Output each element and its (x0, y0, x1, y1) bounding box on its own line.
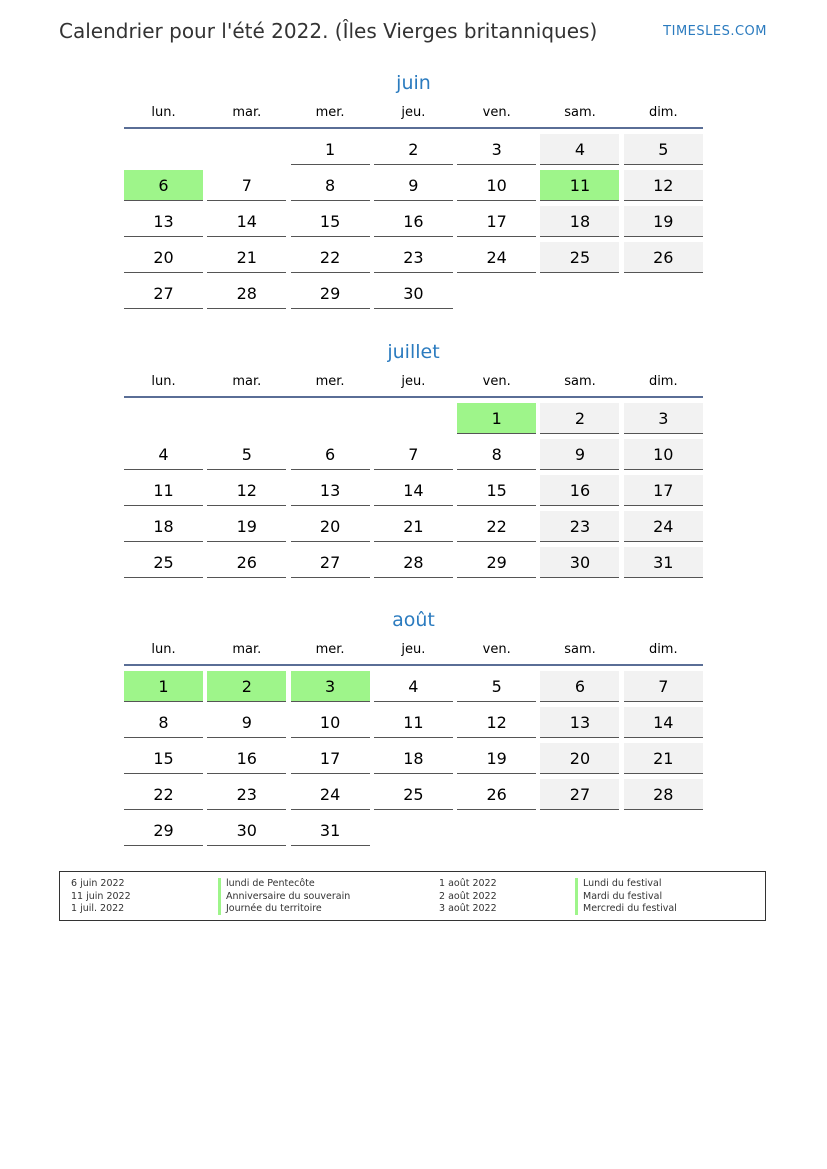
day-cell: 11 (374, 707, 453, 738)
day-cell: 2 (540, 403, 619, 434)
legend-dates-right (439, 878, 497, 916)
day-cell: 21 (624, 743, 703, 774)
day-cell: 29 (291, 278, 370, 309)
empty-cell (207, 134, 286, 165)
weekday-label: lun. (151, 374, 176, 389)
weekday-label: mer. (315, 374, 345, 389)
day-cell: 27 (540, 779, 619, 810)
day-cell: 9 (207, 707, 286, 738)
weekday-label: mar. (232, 374, 262, 389)
day-cell: 19 (207, 511, 286, 542)
legend-names-left (226, 878, 350, 916)
day-cell: 17 (457, 206, 536, 237)
weekday-header (124, 102, 703, 124)
day-cell: 10 (457, 170, 536, 201)
weekday-label: lun. (151, 105, 176, 120)
holiday-day-cell: 6 (124, 170, 203, 201)
day-cell: 19 (624, 206, 703, 237)
legend-date: 1 juil. 2022 (71, 903, 125, 914)
legend-holiday-name: Anniversaire du souverain (226, 890, 351, 902)
weekday-label: dim. (648, 105, 678, 120)
site-brand-link[interactable]: TIMESLES.COM (663, 24, 767, 39)
weekday-label: sam. (564, 642, 596, 657)
day-cell: 22 (457, 511, 536, 542)
day-cell: 5 (457, 671, 536, 702)
legend-date: 3 août 2022 (439, 903, 497, 914)
day-cell: 9 (374, 170, 453, 201)
legend-holiday-name: Mardi du festival (583, 890, 663, 902)
day-cell: 28 (207, 278, 286, 309)
day-cell: 5 (624, 134, 703, 165)
header-divider (124, 664, 703, 666)
legend-date: 11 juin 2022 (71, 890, 131, 902)
day-cell: 23 (374, 242, 453, 273)
weekday-label: ven. (482, 374, 511, 389)
day-cell: 20 (124, 242, 203, 273)
weekday-label: jeu. (401, 642, 426, 657)
day-cell: 12 (457, 707, 536, 738)
day-cell: 7 (374, 439, 453, 470)
day-cell: 19 (457, 743, 536, 774)
day-cell: 29 (124, 815, 203, 846)
month-name: juillet (387, 341, 440, 363)
day-cell: 25 (124, 547, 203, 578)
weekday-label: mar. (232, 642, 262, 657)
month-block-august (124, 606, 703, 846)
day-cell: 13 (124, 206, 203, 237)
weekday-label: dim. (648, 642, 678, 657)
day-cell: 13 (540, 707, 619, 738)
weekday-label: dim. (648, 374, 678, 389)
holiday-day-cell: 1 (457, 403, 536, 434)
day-cell: 30 (207, 815, 286, 846)
day-cell: 12 (207, 475, 286, 506)
day-cell: 20 (540, 743, 619, 774)
day-cell: 29 (457, 547, 536, 578)
day-cell: 18 (124, 511, 203, 542)
day-cell: 25 (374, 779, 453, 810)
day-cell: 10 (624, 439, 703, 470)
holiday-color-bar (575, 878, 578, 915)
weekday-label: jeu. (401, 105, 426, 120)
empty-cell (374, 403, 453, 434)
day-cell: 9 (540, 439, 619, 470)
weekday-label: mer. (315, 105, 345, 120)
month-block-july (124, 338, 703, 578)
day-grid (124, 403, 703, 578)
weekday-label: sam. (564, 105, 596, 120)
day-cell: 26 (624, 242, 703, 273)
weekday-label: jeu. (401, 374, 426, 389)
month-name: juin (396, 72, 431, 94)
weekday-label: sam. (564, 374, 596, 389)
day-cell: 27 (124, 278, 203, 309)
empty-cell (207, 403, 286, 434)
empty-cell (291, 403, 370, 434)
day-cell: 6 (540, 671, 619, 702)
day-cell: 6 (291, 439, 370, 470)
month-name: août (392, 609, 435, 631)
day-cell: 10 (291, 707, 370, 738)
legend-dates-left (71, 878, 131, 916)
day-cell: 21 (374, 511, 453, 542)
holiday-day-cell: 2 (207, 671, 286, 702)
day-cell: 8 (291, 170, 370, 201)
day-cell: 15 (124, 743, 203, 774)
day-cell: 8 (124, 707, 203, 738)
day-cell: 15 (291, 206, 370, 237)
day-cell: 17 (624, 475, 703, 506)
day-grid (124, 671, 703, 846)
legend-holiday-name: Mercredi du festival (583, 903, 677, 914)
header-divider (124, 127, 703, 129)
day-cell: 20 (291, 511, 370, 542)
day-cell: 8 (457, 439, 536, 470)
day-cell: 4 (374, 671, 453, 702)
day-cell: 27 (291, 547, 370, 578)
legend-date: 2 août 2022 (439, 890, 497, 902)
holiday-color-bar (218, 878, 221, 915)
day-cell: 3 (457, 134, 536, 165)
holiday-legend (59, 871, 766, 921)
day-cell: 11 (124, 475, 203, 506)
holiday-day-cell: 3 (291, 671, 370, 702)
day-cell: 2 (374, 134, 453, 165)
day-cell: 16 (207, 743, 286, 774)
day-cell: 24 (291, 779, 370, 810)
day-cell: 23 (540, 511, 619, 542)
day-cell: 18 (374, 743, 453, 774)
empty-cell (124, 403, 203, 434)
legend-date: 1 août 2022 (439, 878, 497, 889)
day-cell: 23 (207, 779, 286, 810)
day-cell: 14 (624, 707, 703, 738)
weekday-label: ven. (482, 105, 511, 120)
weekday-label: mar. (232, 105, 262, 120)
legend-holiday-name: Lundi du festival (583, 878, 662, 889)
day-cell: 22 (124, 779, 203, 810)
holiday-day-cell: 11 (540, 170, 619, 201)
weekday-header (124, 639, 703, 661)
holiday-day-cell: 1 (124, 671, 203, 702)
day-cell: 26 (457, 779, 536, 810)
day-cell: 7 (624, 671, 703, 702)
day-cell: 5 (207, 439, 286, 470)
day-cell: 22 (291, 242, 370, 273)
day-grid (124, 134, 703, 309)
weekday-label: mer. (315, 642, 345, 657)
day-cell: 1 (291, 134, 370, 165)
day-cell: 26 (207, 547, 286, 578)
day-cell: 24 (624, 511, 703, 542)
day-cell: 30 (374, 278, 453, 309)
day-cell: 3 (624, 403, 703, 434)
day-cell: 18 (540, 206, 619, 237)
page-title: Calendrier pour l'été 2022. (Îles Vierges britanniques) (59, 19, 598, 43)
day-cell: 31 (624, 547, 703, 578)
day-cell: 24 (457, 242, 536, 273)
day-cell: 14 (374, 475, 453, 506)
day-cell: 30 (540, 547, 619, 578)
day-cell: 7 (207, 170, 286, 201)
day-cell: 28 (374, 547, 453, 578)
day-cell: 12 (624, 170, 703, 201)
month-block-june (124, 69, 703, 309)
legend-names-right (583, 878, 677, 916)
weekday-header (124, 371, 703, 393)
weekday-label: ven. (482, 642, 511, 657)
day-cell: 28 (624, 779, 703, 810)
day-cell: 4 (124, 439, 203, 470)
day-cell: 16 (374, 206, 453, 237)
day-cell: 21 (207, 242, 286, 273)
weekday-label: lun. (151, 642, 176, 657)
day-cell: 25 (540, 242, 619, 273)
legend-date: 6 juin 2022 (71, 878, 125, 889)
day-cell: 17 (291, 743, 370, 774)
day-cell: 31 (291, 815, 370, 846)
empty-cell (124, 134, 203, 165)
day-cell: 14 (207, 206, 286, 237)
day-cell: 15 (457, 475, 536, 506)
day-cell: 13 (291, 475, 370, 506)
day-cell: 4 (540, 134, 619, 165)
legend-holiday-name: lundi de Pentecôte (226, 878, 315, 889)
day-cell: 16 (540, 475, 619, 506)
header-divider (124, 396, 703, 398)
legend-holiday-name: Journée du territoire (226, 903, 322, 914)
